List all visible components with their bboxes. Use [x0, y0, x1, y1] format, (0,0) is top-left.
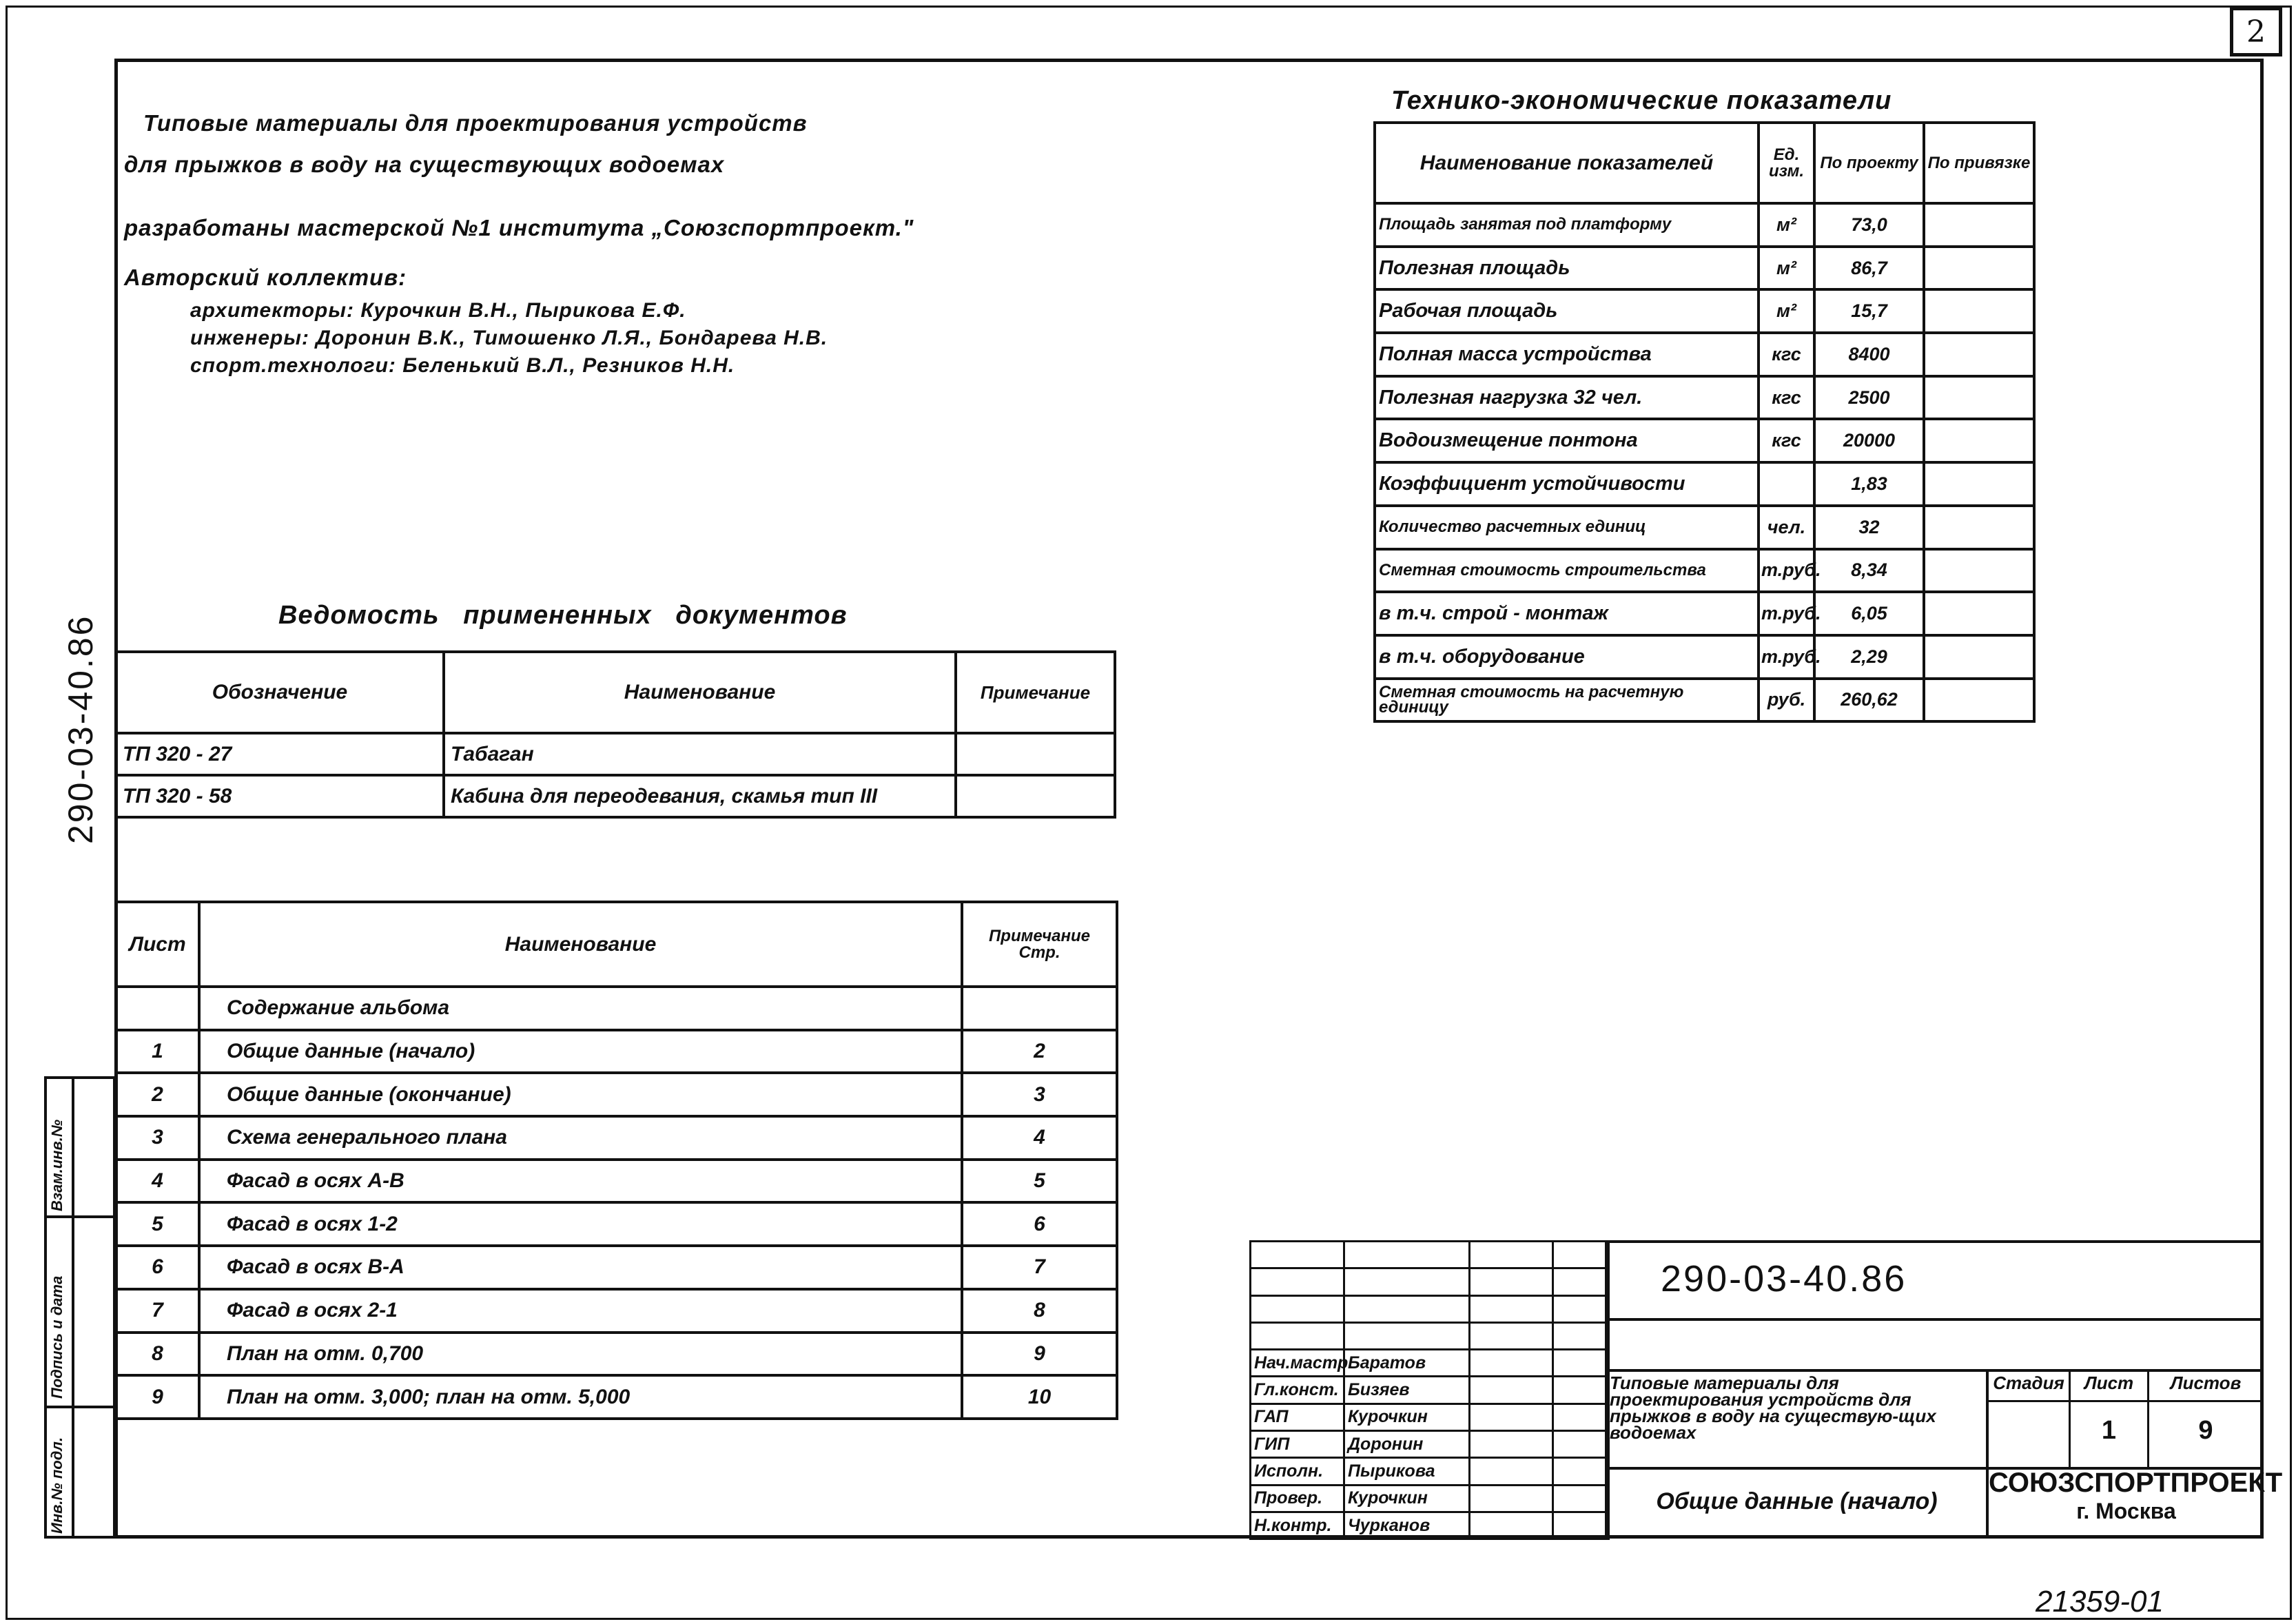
project-value-cell: 2500	[1814, 376, 1924, 420]
date-cell	[1553, 1512, 1609, 1539]
page-cell: 9	[962, 1333, 1117, 1376]
table-row	[1375, 203, 2034, 247]
sheet-cell: 1	[116, 1030, 199, 1073]
sheet-cell: 7	[116, 1289, 199, 1333]
table-row	[116, 1116, 1117, 1160]
archive-number: 21359-01	[2036, 1585, 2164, 1618]
table-row	[116, 1246, 1117, 1289]
binding-value-cell	[1924, 549, 2034, 593]
table-row	[116, 987, 1117, 1030]
sheet-value: 1	[2101, 1416, 2117, 1445]
header-sheet: Лист	[116, 902, 199, 987]
binding-value-cell	[1924, 679, 2034, 722]
name-cell: Содержание альбома	[199, 987, 962, 1030]
name-cell	[1344, 1322, 1470, 1349]
indicator-cell: Рабочая площадь	[1375, 289, 1759, 333]
stamp-divider	[44, 1406, 116, 1408]
signature-cell	[1470, 1458, 1553, 1485]
page-cell: 10	[962, 1375, 1117, 1419]
project-value-cell: 6,05	[1814, 592, 1924, 635]
title-block-row	[1251, 1458, 1609, 1485]
name-cell: Табаган	[444, 733, 956, 775]
table-row	[1375, 289, 2034, 333]
table-row	[116, 1289, 1117, 1333]
unit-cell: кгс	[1759, 419, 1814, 462]
date-cell	[1553, 1431, 1609, 1458]
unit-cell: т.руб.	[1759, 635, 1814, 679]
table-row	[116, 733, 1115, 775]
role-cell: ГИП	[1251, 1431, 1344, 1458]
header-by-binding: По привязке	[1924, 123, 2034, 203]
binding-value-cell	[1924, 506, 2034, 549]
header-unit: Ед. изм.	[1759, 123, 1814, 203]
project-value-cell: 8,34	[1814, 549, 1924, 593]
indicator-cell: Сметная стоимость строительства	[1375, 549, 1759, 593]
authors-technologists: спорт.технологи: Беленький В.Л., Резников Н.Н.	[190, 354, 735, 377]
binding-value-cell	[1924, 289, 2034, 333]
table-row	[1375, 462, 2034, 506]
divider	[1605, 1318, 2264, 1321]
stamp-inv-original: Инв.№ подл.	[48, 1437, 65, 1534]
sheet-title: Общие данные (начало)	[1656, 1488, 1938, 1514]
page-cell: 4	[962, 1116, 1117, 1160]
table-row	[116, 1202, 1117, 1246]
role-cell	[1251, 1268, 1344, 1295]
page-cell: 6	[962, 1202, 1117, 1246]
doc-code: 290-03-40.86	[1661, 1258, 1907, 1299]
date-cell	[1553, 1377, 1609, 1404]
authors-label: Авторский коллектив:	[124, 265, 407, 290]
divider	[1605, 1369, 2264, 1372]
table-row	[116, 1073, 1117, 1116]
sheet-cell: 4	[116, 1160, 199, 1203]
date-cell	[1553, 1268, 1609, 1295]
page-cell: 8	[962, 1289, 1117, 1333]
stage-label: Стадия	[1993, 1373, 2064, 1393]
intro-line-1: Типовые материалы для проектирования устройств	[143, 110, 808, 136]
sheet-label: Лист	[2084, 1373, 2134, 1393]
page-cell	[962, 987, 1117, 1030]
title-block-row	[1251, 1404, 1609, 1430]
binding-value-cell	[1924, 462, 2034, 506]
role-cell: Исполн.	[1251, 1458, 1344, 1485]
date-cell	[1553, 1295, 1609, 1322]
table-row	[116, 775, 1115, 817]
role-cell: Провер.	[1251, 1485, 1344, 1512]
intro-line-3: разработаны мастерской №1 института „Союзспортпроект."	[124, 215, 914, 240]
role-cell: Нач.мастр.	[1251, 1350, 1344, 1377]
title-block-row	[1251, 1268, 1609, 1295]
header-note: Примечание	[956, 652, 1115, 733]
role-cell: ГАП	[1251, 1404, 1344, 1430]
project-value-cell: 2,29	[1814, 635, 1924, 679]
tep-table	[1373, 121, 2036, 723]
name-cell: Фасад в осях 1-2	[199, 1202, 962, 1246]
project-value-cell: 15,7	[1814, 289, 1924, 333]
name-cell: Баратов	[1344, 1350, 1470, 1377]
header-name: Наименование	[199, 902, 962, 987]
name-cell: Фасад в осях В-А	[199, 1246, 962, 1289]
title-block-row	[1251, 1512, 1609, 1539]
binding-value-cell	[1924, 635, 2034, 679]
signature-cell	[1470, 1268, 1553, 1295]
table-row	[1375, 679, 2034, 722]
date-cell	[1553, 1485, 1609, 1512]
signature-cell	[1470, 1431, 1553, 1458]
signature-cell	[1470, 1295, 1553, 1322]
project-value-cell: 260,62	[1814, 679, 1924, 722]
date-cell	[1553, 1242, 1609, 1268]
name-cell: Доронин	[1344, 1431, 1470, 1458]
indicator-cell: Количество расчетных единиц	[1375, 506, 1759, 549]
header-note-page: Примечание Стр.	[962, 902, 1117, 987]
designation-cell: ТП 320 - 58	[116, 775, 444, 817]
date-cell	[1553, 1350, 1609, 1377]
project-value-cell: 73,0	[1814, 203, 1924, 247]
project-value-cell: 32	[1814, 506, 1924, 549]
title-block-row	[1251, 1242, 1609, 1268]
binding-value-cell	[1924, 247, 2034, 290]
indicator-cell: в т.ч. строй - монтаж	[1375, 592, 1759, 635]
applied-docs-title: Ведомость примененных документов	[278, 601, 848, 630]
date-cell	[1553, 1404, 1609, 1430]
table-row	[116, 1160, 1117, 1203]
page-cell: 2	[962, 1030, 1117, 1073]
name-cell: Общие данные (окончание)	[199, 1073, 962, 1116]
role-cell	[1251, 1322, 1344, 1349]
name-cell	[1344, 1242, 1470, 1268]
binding-value-cell	[1924, 419, 2034, 462]
binding-value-cell	[1924, 376, 2034, 420]
title-block-staff	[1249, 1240, 1610, 1540]
name-cell: Бизяев	[1344, 1377, 1470, 1404]
page-cell: 7	[962, 1246, 1117, 1289]
unit-cell: м²	[1759, 247, 1814, 290]
header-indicator: Наименование показателей	[1375, 123, 1759, 203]
designation-cell: ТП 320 - 27	[116, 733, 444, 775]
stamp-replace-inv: Взам.инв.№	[48, 1119, 65, 1211]
applied-docs-table	[114, 650, 1116, 819]
table-row	[1375, 333, 2034, 376]
header-by-project: По проекту	[1814, 123, 1924, 203]
sheets-label: Листов	[2170, 1373, 2242, 1393]
indicator-cell: Полезная площадь	[1375, 247, 1759, 290]
sheet-cell	[116, 987, 199, 1030]
stamp-signature-date: Подпись и дата	[48, 1275, 65, 1399]
name-cell	[1344, 1268, 1470, 1295]
table-row	[1375, 376, 2034, 420]
table-row	[1375, 506, 2034, 549]
sheet-cell: 6	[116, 1246, 199, 1289]
title-block-row	[1251, 1377, 1609, 1404]
role-cell	[1251, 1242, 1344, 1268]
sheet-number: 2	[2246, 14, 2266, 50]
unit-cell: руб.	[1759, 679, 1814, 722]
authors-engineers: инженеры: Доронин В.К., Тимошенко Л.Я., Бондарева Н.В.	[190, 327, 828, 349]
org-city: г. Москва	[2076, 1499, 2176, 1523]
role-cell: Гл.конст.	[1251, 1377, 1344, 1404]
date-cell	[1553, 1458, 1609, 1485]
unit-cell: т.руб.	[1759, 549, 1814, 593]
intro-line-2: для прыжков в воду на существующих водоемах	[124, 152, 725, 177]
sheet-cell: 3	[116, 1116, 199, 1160]
note-cell	[956, 733, 1115, 775]
title-block-row	[1251, 1431, 1609, 1458]
divider	[1986, 1400, 2264, 1402]
name-cell: Курочкин	[1344, 1485, 1470, 1512]
binding-value-cell	[1924, 203, 2034, 247]
indicator-cell: Коэффициент устойчивости	[1375, 462, 1759, 506]
header-designation: Обозначение	[116, 652, 444, 733]
signature-cell	[1470, 1322, 1553, 1349]
project-value-cell: 8400	[1814, 333, 1924, 376]
unit-cell: м²	[1759, 203, 1814, 247]
binding-value-cell	[1924, 592, 2034, 635]
title-block-row	[1251, 1485, 1609, 1512]
indicator-cell: Сметная стоимость на расчетную единицу	[1375, 679, 1759, 722]
name-cell: Кабина для переодевания, скамья тип III	[444, 775, 956, 817]
indicator-cell: Площадь занятая под платформу	[1375, 203, 1759, 247]
table-row	[1375, 635, 2034, 679]
signature-cell	[1470, 1242, 1553, 1268]
sheets-value: 9	[2198, 1416, 2213, 1445]
role-cell: Н.контр.	[1251, 1512, 1344, 1539]
signature-cell	[1470, 1377, 1553, 1404]
tep-title: Технико-экономические показатели	[1391, 86, 1892, 115]
unit-cell: м²	[1759, 289, 1814, 333]
sheet-cell: 2	[116, 1073, 199, 1116]
table-row	[1375, 247, 2034, 290]
project-value-cell: 1,83	[1814, 462, 1924, 506]
side-doc-code: 290-03-40.86	[61, 614, 100, 844]
title-block-row	[1251, 1295, 1609, 1322]
date-cell	[1553, 1322, 1609, 1349]
role-cell	[1251, 1295, 1344, 1322]
name-cell: Фасад в осях А-В	[199, 1160, 962, 1203]
contents-table	[114, 901, 1118, 1420]
unit-cell: т.руб.	[1759, 592, 1814, 635]
signature-cell	[1470, 1404, 1553, 1430]
name-cell: Чурканов	[1344, 1512, 1470, 1539]
name-cell: План на отм. 3,000; план на отм. 5,000	[199, 1375, 962, 1419]
note-cell	[956, 775, 1115, 817]
name-cell: Пырикова	[1344, 1458, 1470, 1485]
header-name: Наименование	[444, 652, 956, 733]
page-cell: 3	[962, 1073, 1117, 1116]
signature-cell	[1470, 1350, 1553, 1377]
org-name: СОЮЗСПОРТПРОЕКТ	[1989, 1468, 2283, 1498]
indicator-cell: Полная масса устройства	[1375, 333, 1759, 376]
table-row	[1375, 549, 2034, 593]
stamp-divider	[44, 1215, 116, 1218]
indicator-cell: в т.ч. оборудование	[1375, 635, 1759, 679]
sheet-cell: 5	[116, 1202, 199, 1246]
title-block-row	[1251, 1350, 1609, 1377]
name-cell	[1344, 1295, 1470, 1322]
stamp-divider	[72, 1076, 74, 1539]
project-title: Типовые материалы для проектирования устройств для прыжков в воду на существую-щих водоемах	[1610, 1373, 1936, 1443]
authors-architects: архитекторы: Курочкин В.Н., Пырикова Е.Ф.	[190, 299, 686, 322]
name-cell: Общие данные (начало)	[199, 1030, 962, 1073]
page-cell: 5	[962, 1160, 1117, 1203]
table-row	[1375, 592, 2034, 635]
table-row	[116, 1333, 1117, 1376]
project-value-cell: 20000	[1814, 419, 1924, 462]
unit-cell: кгс	[1759, 376, 1814, 420]
sheet-cell: 9	[116, 1375, 199, 1419]
unit-cell	[1759, 462, 1814, 506]
title-block-row	[1251, 1322, 1609, 1349]
name-cell: Курочкин	[1344, 1404, 1470, 1430]
name-cell: План на отм. 0,700	[199, 1333, 962, 1376]
table-row	[116, 1375, 1117, 1419]
table-row	[1375, 419, 2034, 462]
name-cell: Схема генерального плана	[199, 1116, 962, 1160]
signature-cell	[1470, 1485, 1553, 1512]
name-cell: Фасад в осях 2-1	[199, 1289, 962, 1333]
sheet-number-box	[2230, 7, 2282, 56]
table-row	[116, 1030, 1117, 1073]
indicator-cell: Водоизмещение понтона	[1375, 419, 1759, 462]
signature-cell	[1470, 1512, 1553, 1539]
binding-value-cell	[1924, 333, 2034, 376]
sheet-cell: 8	[116, 1333, 199, 1376]
indicator-cell: Полезная нагрузка 32 чел.	[1375, 376, 1759, 420]
project-value-cell: 86,7	[1814, 247, 1924, 290]
unit-cell: кгс	[1759, 333, 1814, 376]
unit-cell: чел.	[1759, 506, 1814, 549]
